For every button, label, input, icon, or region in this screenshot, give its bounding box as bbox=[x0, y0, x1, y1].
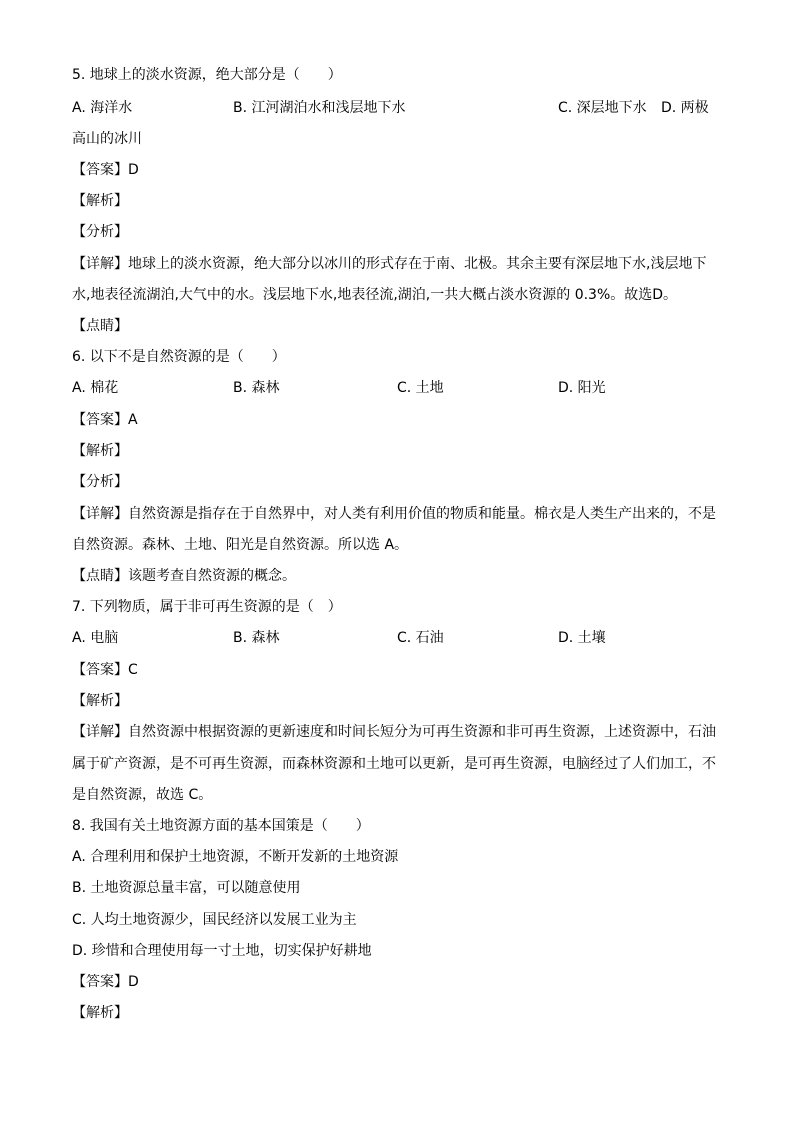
q6-option-a: A. 棉花 bbox=[72, 380, 119, 396]
q6-analysis-label: 【解析】 bbox=[72, 443, 128, 459]
q7-option-b: B. 森林 bbox=[233, 630, 280, 646]
q6-detail-line-1: 【详解】自然资源是指存在于自然界中，对人类有利用价值的物质和能量。棉衣是人类生产出来的，不是 bbox=[72, 506, 716, 522]
q8-option-d: D. 珍惜和合理使用每一寸土地，切实保护好耕地 bbox=[72, 943, 372, 959]
q7-answer: 【答案】C bbox=[72, 662, 138, 678]
q5-detail-line-1: 【详解】地球上的淡水资源，绝大部分以冰川的形式存在于南、北极。其余主要有深层地下水,浅层地下 bbox=[72, 256, 707, 272]
q8-answer: 【答案】D bbox=[72, 974, 139, 990]
q6-answer: 【答案】A bbox=[72, 412, 138, 428]
q6-stem: 6. 以下不是自然资源的是（ ） bbox=[72, 349, 286, 365]
q7-option-c: C. 石油 bbox=[397, 630, 444, 646]
q5-dianjing-label: 【点睛】 bbox=[72, 318, 128, 334]
q5-option-d: D. 两极 bbox=[661, 100, 709, 116]
q8-option-b: B. 土地资源总量丰富，可以随意使用 bbox=[72, 880, 301, 896]
q5-answer: 【答案】D bbox=[72, 162, 139, 178]
q7-option-d: D. 土壤 bbox=[558, 630, 606, 646]
q6-option-b: B. 森林 bbox=[233, 380, 280, 396]
q7-analysis-label: 【解析】 bbox=[72, 693, 128, 709]
q8-option-a: A. 合理利用和保护土地资源，不断开发新的土地资源 bbox=[72, 849, 399, 865]
q8-stem: 8. 我国有关土地资源方面的基本国策是（ ） bbox=[72, 818, 370, 834]
q5-option-a: A. 海洋水 bbox=[72, 100, 133, 116]
q6-detail-line-2: 自然资源。森林、土地、阳光是自然资源。所以选 A。 bbox=[72, 537, 409, 553]
q5-fenxi-label: 【分析】 bbox=[72, 224, 128, 240]
q7-detail-line-2: 属于矿产资源，是不可再生资源，而森林资源和土地可以更新，是可再生资源，电脑经过了人们加工，不 bbox=[72, 756, 716, 772]
q5-option-d-wrap: 高山的冰川 bbox=[72, 131, 142, 147]
q5-option-b: B. 江河湖泊水和浅层地下水 bbox=[233, 100, 406, 116]
q6-option-d: D. 阳光 bbox=[558, 380, 606, 396]
q5-analysis-label: 【解析】 bbox=[72, 193, 128, 209]
q6-dianjing: 【点睛】该题考查自然资源的概念。 bbox=[72, 568, 296, 584]
q5-option-c: C. 深层地下水 bbox=[558, 100, 647, 116]
q8-analysis-label: 【解析】 bbox=[72, 1005, 128, 1021]
q7-detail-line-1: 【详解】自然资源中根据资源的更新速度和时间长短分为可再生资源和非可再生资源，上述资源中，石油 bbox=[72, 724, 716, 740]
q8-option-c: C. 人均土地资源少，国民经济以发展工业为主 bbox=[72, 912, 357, 928]
q5-stem: 5. 地球上的淡水资源，绝大部分是（ ） bbox=[72, 67, 342, 83]
q7-option-a: A. 电脑 bbox=[72, 630, 119, 646]
q6-option-c: C. 土地 bbox=[397, 380, 444, 396]
q6-fenxi-label: 【分析】 bbox=[72, 474, 128, 490]
q7-detail-line-3: 是自然资源，故选 C。 bbox=[72, 787, 213, 803]
q5-detail-line-2: 水,地表径流湖泊,大气中的水。浅层地下水,地表径流,湖泊,一共大概占淡水资源的 0.3%。故选D。 bbox=[72, 287, 678, 303]
q7-stem: 7. 下列物质，属于非可再生资源的是（ ） bbox=[72, 599, 342, 615]
